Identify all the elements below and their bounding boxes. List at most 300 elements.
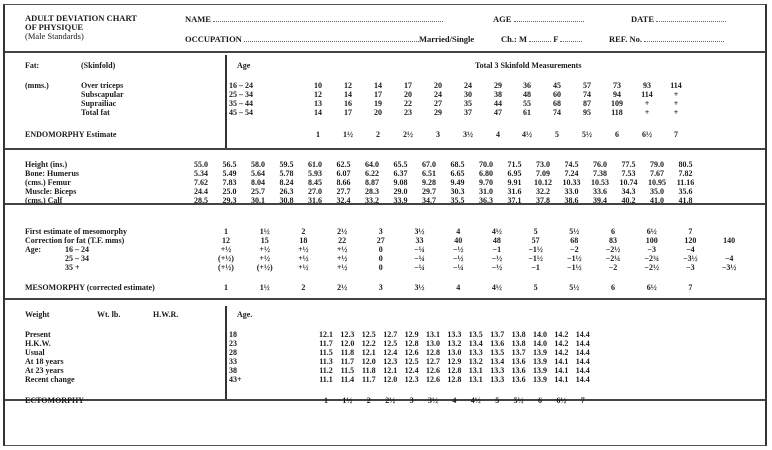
bone-muscle-cell: 41.0 — [650, 196, 664, 205]
mesomorphy-cell: 3 — [378, 283, 383, 292]
mesomorphy-section — [5, 205, 765, 300]
hwr-cell: 11.8 — [362, 366, 376, 375]
bone-muscle-cell: 8.66 — [336, 178, 351, 187]
hwr-cell: 14.4 — [575, 339, 590, 348]
hwr-cell: 12.8 — [447, 375, 462, 384]
endomorphy-cell: 4½ — [522, 130, 532, 139]
correction-label: Correction for fat (T.F. mms) — [25, 236, 125, 245]
skinfold-cell: 10 — [314, 81, 322, 90]
bone-muscle-cell: 27.7 — [336, 187, 351, 196]
hwr-cell: 13.3 — [490, 375, 505, 384]
hwr-cell: 14.1 — [554, 375, 569, 384]
age-correction-cell: −3 — [647, 245, 656, 254]
ectomorphy-cell: 5½ — [513, 396, 524, 405]
age-correction-cell: +½ — [259, 245, 270, 254]
age-correction-cell: −1½ — [528, 254, 543, 263]
bone-muscle-cell: 71.5 — [507, 160, 522, 169]
divider — [225, 55, 227, 148]
bone-muscle-cell: 10.33 — [562, 178, 581, 187]
bone-muscle-cell: 5.64 — [251, 169, 265, 178]
bone-muscle-cell: 40.2 — [621, 196, 636, 205]
bone-muscle-cell: 55.0 — [194, 160, 208, 169]
age-correction-cell: 0 — [378, 254, 383, 263]
skinfold-cell: 55 — [523, 99, 531, 108]
hwr-cell: 14.4 — [575, 366, 590, 375]
bone-muscle-cell: 8.87 — [365, 178, 379, 187]
bone-muscle-cell: 28.5 — [194, 196, 208, 205]
skinfold-cell: 16 — [344, 99, 352, 108]
skinfold-cell: 14 — [314, 108, 322, 117]
hwr-cell: 13.4 — [468, 339, 483, 348]
bone-muscle-cell: 6.51 — [422, 169, 436, 178]
hwr-cell: 12.8 — [447, 366, 462, 375]
bone-muscle-cell: 9.28 — [422, 178, 436, 187]
skinfold-cell: 44 — [494, 99, 502, 108]
name-input-line[interactable] — [213, 15, 443, 22]
bone-muscle-cell: 6.95 — [507, 169, 522, 178]
endomorphy-cell: 5 — [555, 130, 559, 139]
skinfold-cell: 57 — [583, 81, 591, 90]
correction-cell: 15 — [260, 236, 269, 245]
hwr-cell: 13.7 — [511, 348, 526, 357]
chart-title — [25, 14, 137, 41]
mesomorphy-cell: 4½ — [491, 283, 502, 292]
ectomorphy-cell: 1½ — [342, 396, 353, 405]
correction-cell: 83 — [609, 236, 617, 245]
first-estimate-cell: 5 — [533, 227, 538, 236]
correction-cell: 40 — [454, 236, 463, 245]
hwr-cell: 11.7 — [319, 339, 333, 348]
age-correction-cell: −½ — [491, 254, 503, 263]
skinfold-cell: 68 — [553, 99, 561, 108]
hwr-cell: 13.1 — [426, 330, 440, 339]
children-f-input-line[interactable] — [560, 35, 582, 42]
bone-muscle-cell: 8.04 — [251, 178, 265, 187]
hwr-cell: 11.5 — [340, 366, 355, 375]
age-correction-cell: −1 — [492, 245, 502, 254]
weight-at-18[interactable]: At 18 years — [25, 357, 64, 366]
hwr-cell: 12.1 — [383, 366, 398, 375]
bone-muscle-cell: 5.78 — [279, 169, 294, 178]
bone-muscle-cell: 7.62 — [194, 178, 208, 187]
skinfold-cell: + — [644, 108, 650, 117]
age-correction-cell: −½ — [452, 245, 464, 254]
bone-muscle-section — [5, 150, 765, 205]
hwr-cell: 12.6 — [404, 348, 419, 357]
humerus-label: Bone: Humerus — [25, 169, 79, 178]
hwr-cell: 12.3 — [340, 330, 355, 339]
bone-muscle-cell: 33.9 — [393, 196, 408, 205]
meso-age-group: 25 – 34 — [65, 254, 89, 263]
bone-muscle-cell: 5.93 — [308, 169, 322, 178]
hwr-cell: 14.2 — [554, 339, 569, 348]
bone-muscle-cell: 33.6 — [593, 187, 607, 196]
weight-age-header: Age. — [237, 310, 253, 319]
age-correction-cell — [716, 245, 742, 254]
age-correction-cell: −¼ — [414, 254, 425, 263]
endomorphy-cell: 3½ — [463, 130, 473, 139]
age-correction-cell: −½ — [491, 263, 503, 272]
skinfold-cell: 17 — [404, 81, 412, 90]
bone-muscle-cell: 10.95 — [648, 178, 666, 187]
skinfold-cell: 20 — [434, 81, 442, 90]
bone-muscle-cell: 58.0 — [251, 160, 265, 169]
bone-muscle-cell: 39.4 — [593, 196, 607, 205]
skinfold-cell: 29 — [494, 81, 502, 90]
occupation-input-line[interactable] — [244, 35, 419, 42]
hwr-header: H.W.R. — [153, 310, 179, 319]
age-correction-cell: +½ — [298, 263, 309, 272]
hwr-cell: 12.9 — [447, 357, 462, 366]
hwr-cell: 14.1 — [554, 366, 569, 375]
skinfold-cell: 73 — [613, 81, 621, 90]
skinfold-cell: 13 — [314, 99, 322, 108]
bone-muscle-cell: 8.45 — [308, 178, 322, 187]
bone-muscle-cell: 10.12 — [534, 178, 552, 187]
hwr-age: 18 — [229, 330, 237, 339]
hwr-cell: 13.0 — [447, 348, 462, 357]
weight-hkw[interactable]: H.K.W. — [25, 339, 51, 348]
skinfold-cell: 61 — [523, 108, 531, 117]
skinfold-cell: + — [673, 90, 679, 99]
fat-subtitle: (Skinfold) — [81, 61, 116, 70]
ectomorphy-label: ECTOMORPHY — [25, 396, 84, 405]
mesomorphy-cell: 4 — [456, 283, 461, 292]
endomorphy-cell: 2½ — [403, 130, 413, 139]
age-correction-cell: +½ — [259, 254, 270, 263]
occupation-field[interactable] — [185, 34, 474, 44]
first-estimate-cell: 4 — [456, 227, 461, 236]
bone-muscle-cell: 62.5 — [336, 160, 351, 169]
children-field[interactable] — [501, 34, 582, 44]
mesomorphy-cell: 1 — [224, 283, 228, 292]
bone-muscle-cell: 31.0 — [479, 187, 493, 196]
bone-muscle-cell: 9.70 — [479, 178, 493, 187]
meso-age-group: 16 – 24 — [65, 245, 89, 254]
ectomorphy-cell: 6½ — [556, 396, 567, 405]
bone-muscle-cell: 30.8 — [279, 196, 294, 205]
age-correction-cell: (+½) — [256, 263, 273, 272]
hwr-cell: 13.9 — [533, 375, 547, 384]
hwr-cell: 13.7 — [490, 330, 505, 339]
first-estimate-cell — [716, 227, 742, 236]
skinfold-cell: 17 — [344, 108, 352, 117]
skinfold-cell: 74 — [583, 90, 591, 99]
hwr-cell: 14.0 — [533, 330, 547, 339]
bone-muscle-cell: 61.0 — [308, 160, 322, 169]
children-m-label: Ch.: M — [501, 34, 527, 44]
skinfold-cell: 37 — [464, 108, 472, 117]
hwr-cell: 11.8 — [340, 348, 355, 357]
weight-at-23[interactable]: At 23 years — [25, 366, 64, 375]
skinfold-cell: 114 — [641, 90, 653, 99]
first-estimate-cell: 7 — [688, 227, 693, 236]
bone-muscle-cell: 9.91 — [507, 178, 522, 187]
correction-cell: 120 — [684, 236, 697, 245]
hwr-cell: 14.0 — [533, 339, 547, 348]
fat-age-group: 25 – 34 — [229, 90, 253, 99]
skinfold-cell: 20 — [404, 90, 412, 99]
age-correction-cell: −½ — [452, 254, 464, 263]
skinfold-cell: 47 — [494, 108, 502, 117]
hwr-cell: 13.3 — [447, 330, 462, 339]
skinfold-cell: 35 — [464, 99, 472, 108]
bone-muscle-cell: 35.5 — [450, 196, 465, 205]
hwr-cell: 13.3 — [490, 366, 505, 375]
hwr-cell: 13.6 — [511, 375, 526, 384]
hwr-cell: 12.0 — [361, 357, 376, 366]
hwr-cell: 13.1 — [468, 366, 483, 375]
age-field[interactable] — [493, 14, 584, 24]
weight-recent-change[interactable]: Recent change — [25, 375, 75, 384]
skinfold-cell: 14 — [344, 90, 352, 99]
bone-muscle-cell: 29.7 — [422, 187, 436, 196]
age-correction-cell: +½ — [336, 254, 348, 263]
hwr-cell: 12.9 — [404, 330, 419, 339]
bone-muscle-cell: 68.5 — [450, 160, 465, 169]
hwr-cell: 12.1 — [361, 348, 376, 357]
bone-muscle-cell: 70.0 — [479, 160, 493, 169]
endomorphy-estimate-label: ENDOMORPHY Estimate — [25, 130, 117, 139]
first-estimate-cell: 1 — [224, 227, 228, 236]
age-correction-cell: −¼ — [452, 263, 464, 272]
hwr-cell: 12.2 — [361, 339, 376, 348]
hwr-cell: 14.4 — [575, 348, 590, 357]
bone-muscle-cell: 26.3 — [279, 187, 294, 196]
correction-cell: 18 — [299, 236, 308, 245]
age-correction-cell: −¼ — [414, 263, 425, 272]
bone-muscle-cell: 6.07 — [336, 169, 351, 178]
deviation-chart-page — [3, 4, 767, 446]
age-correction-cell: +½ — [298, 245, 309, 254]
skinfold-cell: 109 — [611, 99, 623, 108]
bone-muscle-cell: 7.53 — [621, 169, 636, 178]
date-input-line[interactable] — [656, 15, 726, 22]
hwr-cell: 13.9 — [533, 366, 547, 375]
hwr-cell: 11.7 — [362, 375, 376, 384]
hwr-cell: 13.9 — [533, 357, 547, 366]
bone-muscle-cell: 65.5 — [393, 160, 408, 169]
ectomorphy-cell: 2 — [366, 396, 371, 405]
bone-muscle-cell: 5.49 — [222, 169, 237, 178]
name-label: NAME — [185, 14, 211, 24]
bone-muscle-cell: 5.34 — [194, 169, 208, 178]
bone-muscle-cell: 41.8 — [678, 196, 693, 205]
date-field[interactable] — [631, 14, 726, 24]
bone-muscle-cell: 6.80 — [479, 169, 493, 178]
age-correction-cell: −4 — [724, 254, 734, 263]
notes-area[interactable] — [5, 401, 765, 445]
bone-muscle-cell: 76.0 — [593, 160, 607, 169]
hwr-cell: 12.0 — [340, 339, 355, 348]
ref-input-line[interactable] — [644, 35, 724, 42]
hwr-cell: 14.4 — [575, 330, 590, 339]
bone-muscle-cell: 32.2 — [536, 187, 550, 196]
hwr-cell: 12.8 — [426, 348, 440, 357]
skinfold-cell: 36 — [523, 81, 531, 90]
endomorphy-section — [5, 53, 765, 150]
first-estimate-cell: 2 — [301, 227, 306, 236]
fat-units: (mms.) — [25, 81, 49, 90]
bone-muscle-cell: 9.08 — [393, 178, 408, 187]
ectomorphy-cell: 7 — [580, 396, 585, 405]
bone-muscle-cell: 28.3 — [365, 187, 379, 196]
age-correction-cell: (+½) — [218, 263, 234, 272]
correction-cell: 140 — [723, 236, 736, 245]
first-estimate-cell: 2½ — [337, 227, 348, 236]
mesomorphy-cell: 2½ — [337, 283, 348, 292]
skinfold-cell: 94 — [613, 90, 621, 99]
chart-header — [5, 5, 765, 53]
hwr-cell: 11.5 — [319, 348, 333, 357]
bone-muscle-cell: 8.24 — [279, 178, 294, 187]
skinfold-cell: 48 — [523, 90, 531, 99]
bone-muscle-cell: 36.3 — [479, 196, 493, 205]
hwr-cell: 13.6 — [511, 366, 526, 375]
hwr-cell: 13.6 — [511, 357, 526, 366]
title-line-1: ADULT DEVIATION CHART — [25, 13, 137, 23]
bone-muscle-cell: 33.2 — [365, 196, 379, 205]
skinfold-cell: + — [673, 108, 679, 117]
skinfold-table-header: Total 3 Skinfold Measurements — [475, 61, 582, 70]
bone-muscle-cell: 35.0 — [650, 187, 664, 196]
hwr-cell: 12.0 — [383, 375, 398, 384]
correction-cell: 68 — [570, 236, 579, 245]
bone-muscle-cell: 10.53 — [591, 178, 609, 187]
hwr-cell: 12.5 — [383, 339, 398, 348]
ectomorphy-cell: 3½ — [428, 396, 438, 405]
hwr-cell: 14.1 — [554, 357, 569, 366]
bone-muscle-cell: 34.7 — [422, 196, 436, 205]
bone-muscle-cell: 33.0 — [564, 187, 579, 196]
skinfold-cell: 93 — [643, 81, 651, 90]
ectomorphy-section — [5, 300, 765, 405]
endomorphy-cell: 4 — [496, 130, 500, 139]
skinfold-cell: 12 — [314, 90, 322, 99]
bone-muscle-cell: 25.0 — [222, 187, 237, 196]
fat-age-header: Age — [237, 61, 251, 70]
bone-muscle-cell: 64.0 — [365, 160, 379, 169]
calf-label: (cms.) Calf — [25, 196, 63, 205]
site-subscapular: Subscapular — [81, 90, 124, 99]
hwr-cell: 11.2 — [319, 366, 333, 375]
hwr-cell: 11.4 — [340, 375, 355, 384]
mesomorphy-cell: 1½ — [259, 283, 270, 292]
skinfold-cell: 12 — [344, 81, 352, 90]
weight-usual[interactable]: Usual — [25, 348, 45, 357]
skinfold-cell: 30 — [464, 90, 472, 99]
hwr-cell: 13.4 — [490, 357, 505, 366]
age-correction-cell: +½ — [336, 245, 348, 254]
hwr-age: 28 — [229, 348, 237, 357]
skinfold-cell: 87 — [583, 99, 591, 108]
bone-muscle-cell: 74.5 — [564, 160, 579, 169]
first-estimate-cell: 3½ — [414, 227, 425, 236]
bone-muscle-cell: 7.82 — [678, 169, 693, 178]
bone-muscle-cell: 9.49 — [450, 178, 465, 187]
first-estimate-cell: 3 — [378, 227, 383, 236]
bone-muscle-cell: 7.38 — [593, 169, 607, 178]
age-correction-cell: −1½ — [528, 245, 543, 254]
weight-title: Weight — [25, 310, 50, 319]
age-correction-cell: (+½) — [218, 254, 234, 263]
hwr-cell: 12.3 — [404, 375, 419, 384]
divider — [225, 306, 227, 399]
bone-muscle-cell: 29.0 — [393, 187, 408, 196]
bone-muscle-cell: 7.67 — [650, 169, 664, 178]
endomorphy-cell: 3 — [436, 130, 440, 139]
height-label: Height (ins.) — [25, 160, 68, 169]
title-line-2: OF PHYSIQUE — [25, 22, 84, 32]
skinfold-cell: 19 — [374, 99, 382, 108]
skinfold-cell: 118 — [611, 108, 623, 117]
correction-cell: 57 — [531, 236, 540, 245]
endomorphy-cell: 5½ — [582, 130, 592, 139]
children-f-label: F — [553, 34, 559, 44]
hwr-cell: 13.5 — [468, 330, 483, 339]
skinfold-cell: 20 — [374, 108, 382, 117]
skinfold-cell: 29 — [434, 108, 442, 117]
age-correction-cell: +½ — [220, 245, 232, 254]
hwr-cell: 12.6 — [426, 366, 440, 375]
endomorphy-cell: 6½ — [642, 130, 652, 139]
bone-muscle-cell: 73.0 — [536, 160, 550, 169]
age-correction-cell: −3½ — [721, 263, 737, 272]
hwr-cell: 12.5 — [404, 357, 419, 366]
first-estimate-cell: 5½ — [569, 227, 580, 236]
bone-muscle-cell: 77.5 — [621, 160, 636, 169]
age-input-line[interactable] — [514, 15, 584, 22]
bone-muscle-cell: 25.7 — [251, 187, 265, 196]
age-correction-cell: +½ — [336, 263, 348, 272]
bone-muscle-cell: 59.5 — [279, 160, 294, 169]
age-correction-cell: −3 — [686, 263, 695, 272]
bone-muscle-cell: 67.0 — [422, 160, 436, 169]
skinfold-cell: 95 — [583, 108, 591, 117]
biceps-label: Muscle: Biceps — [25, 187, 77, 196]
hwr-cell: 12.7 — [383, 330, 398, 339]
first-estimate-label: First estimate of mesomorphy — [25, 227, 127, 236]
hwr-cell: 11.3 — [319, 357, 333, 366]
bone-muscle-cell: 37.1 — [507, 196, 522, 205]
age-correction-cell: −4 — [686, 245, 695, 254]
skinfold-cell: 27 — [434, 99, 442, 108]
age-correction-cell: 0 — [378, 245, 383, 254]
hwr-cell: 12.1 — [319, 330, 333, 339]
skinfold-cell: 60 — [553, 90, 561, 99]
hwr-cell: 12.4 — [404, 366, 419, 375]
hwr-cell: 13.2 — [468, 357, 483, 366]
endomorphy-cell: 6 — [615, 130, 619, 139]
mesomorphy-cell: 6½ — [646, 283, 657, 292]
skinfold-cell: 23 — [404, 108, 412, 117]
bone-muscle-cell: 30.1 — [251, 196, 265, 205]
bone-muscle-cell: 27.0 — [308, 187, 322, 196]
weight-present[interactable]: Present — [25, 330, 51, 339]
skinfold-cell: 14 — [374, 81, 382, 90]
mesomorphy-cell: 7 — [688, 283, 693, 292]
skinfold-cell: + — [644, 99, 650, 108]
name-field[interactable] — [185, 14, 443, 24]
correction-cell: 100 — [645, 236, 658, 245]
married-single-label[interactable]: Married/Single — [418, 34, 475, 44]
children-m-input-line[interactable] — [529, 35, 551, 42]
hwr-cell: 14.4 — [575, 357, 590, 366]
age-correction-cell: −1 — [531, 263, 540, 272]
ref-field[interactable] — [609, 34, 724, 44]
bone-muscle-cell: 32.4 — [336, 196, 351, 205]
meso-age-label: Age: — [25, 245, 41, 254]
